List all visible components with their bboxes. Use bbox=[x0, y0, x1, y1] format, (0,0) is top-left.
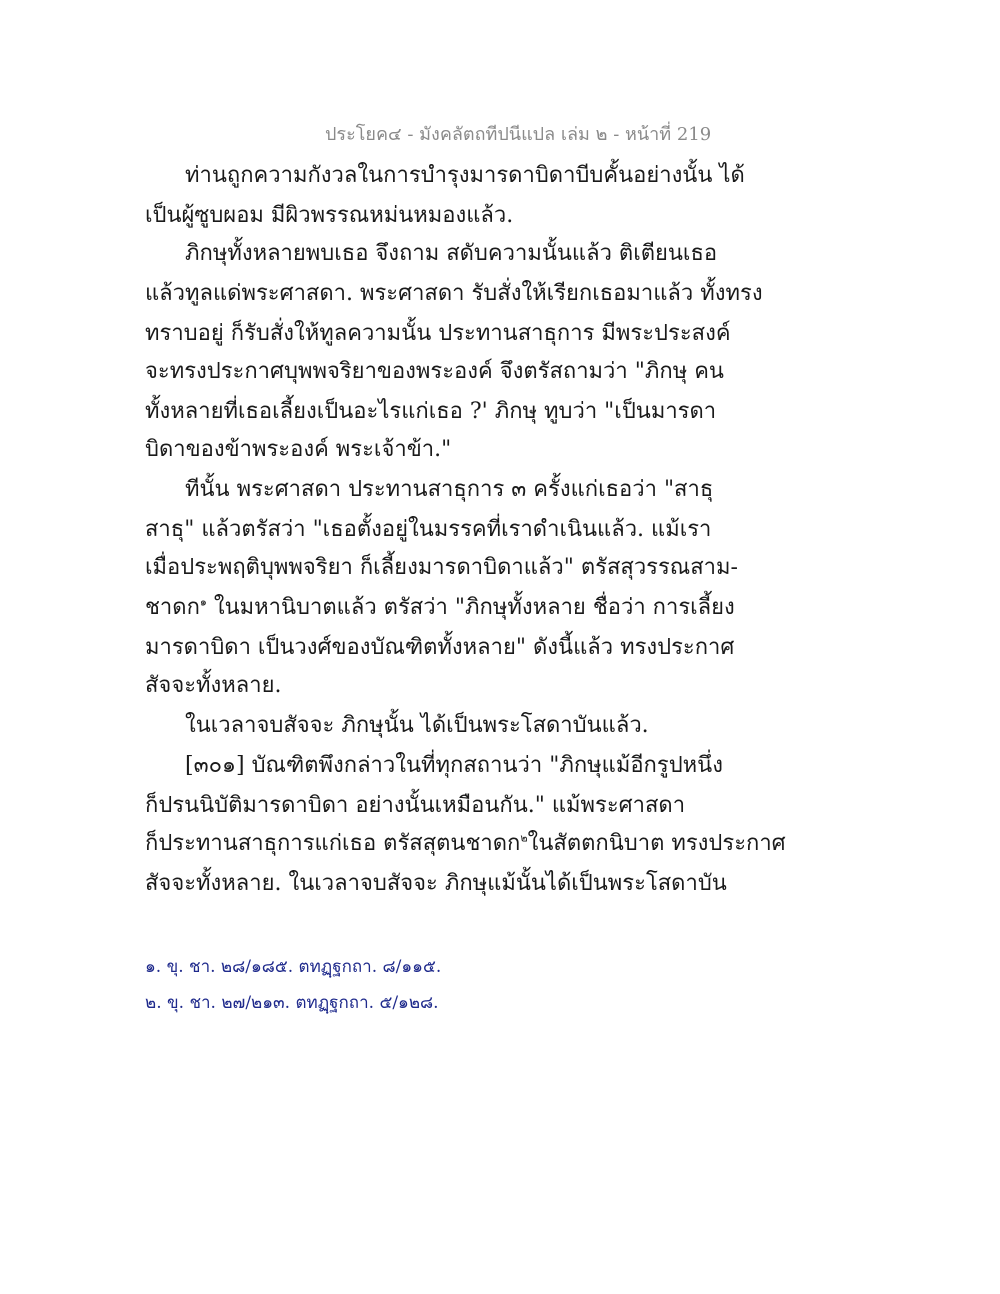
text-line: เมื่อประพฤติบุพพจริยา ก็เลี้ยงมารดาบิดาแล้ว" ตรัสสุวรรณสาม- bbox=[145, 555, 738, 580]
text-line: สัจจะทั้งหลาย. bbox=[145, 673, 282, 698]
text-line: ก็ปรนนิบัติมารดาบิดา อย่างนั้นเหมือนกัน." แม้พระศาสดา bbox=[145, 793, 686, 818]
text-line: สัจจะทั้งหลาย. ในเวลาจบสัจจะ ภิกษุแม้นั้นได้เป็นพระโสดาบัน bbox=[145, 871, 727, 896]
text-segment: ในมหานิบาตแล้ว ตรัสว่า "ภิกษุทั้งหลาย ชื่อว่า การเลี้ยง bbox=[206, 595, 735, 620]
text-line: สาธุ" แล้วตรัสว่า "เธอตั้งอยู่ในมรรคที่เราดำเนินแล้ว. แม้เรา bbox=[145, 517, 712, 542]
text-line: เป็นผู้ซูบผอม มีผิวพรรณหม่นหมองแล้ว. bbox=[145, 203, 514, 228]
text-line bbox=[145, 590, 865, 626]
text-line: บิดาของข้าพระองค์ พระเจ้าข้า." bbox=[145, 437, 452, 462]
text-line bbox=[145, 826, 865, 862]
text-line: จะทรงประกาศบุพพจริยาของพระองค์ จึงตรัสถามว่า "ภิกษุ คน bbox=[145, 359, 724, 384]
text-segment: ก็ประทานสาธุการแก่เธอ ตรัสสุตนชาดก bbox=[145, 831, 521, 856]
text-segment: ชาดก bbox=[145, 595, 200, 620]
text-line: แล้วทูลแด่พระศาสดา. พระศาสดา รับสั่งให้เรียกเธอมาแล้ว ทั้งทรง bbox=[145, 281, 763, 306]
text-segment: ในสัตตกนิบาต ทรงประกาศ bbox=[527, 831, 786, 856]
page-header: ประโยค๔ - มังคลัตถทีปนีแปล เล่ม ๒ - หน้าที่ 219 bbox=[325, 124, 712, 145]
text-line: ในเวลาจบสัจจะ ภิกษุนั้น ได้เป็นพระโสดาบันแล้ว. bbox=[185, 713, 649, 738]
text-line: ภิกษุทั้งหลายพบเธอ จึงถาม สดับความนั้นแล้ว ติเตียนเธอ bbox=[185, 241, 718, 266]
footnote-mark: ๑ bbox=[199, 595, 207, 609]
text-line: ทั้งหลายที่เธอเลี้ยงเป็นอะไรแก่เธอ ?' ภิกษุ ทูบว่า "เป็นมารดา bbox=[145, 399, 717, 424]
footnote-mark: ๒ bbox=[520, 831, 528, 845]
text-line: [๓๐๑] บัณฑิตพึงกล่าวในที่ทุกสถานว่า "ภิกษุแม้อีกรูปหนึ่ง bbox=[185, 753, 723, 778]
text-line: ทีนั้น พระศาสดา ประทานสาธุการ ๓ ครั้งแก่เธอว่า "สาธุ bbox=[185, 477, 714, 502]
text-line: มารดาบิดา เป็นวงศ์ของบัณฑิตทั้งหลาย" ดังนี้แล้ว ทรงประกาศ bbox=[145, 635, 735, 660]
footnote: ๒. ขุ. ชา. ๒๗/๒๑๓. ตทฏฺฐกถา. ๕/๑๒๘. bbox=[145, 993, 439, 1013]
text-line: ทราบอยู่ ก็รับสั่งให้ทูลความนั้น ประทานสาธุการ มีพระประสงค์ bbox=[145, 321, 731, 346]
footnote: ๑. ขุ. ชา. ๒๘/๑๘๕. ตทฏฺฐกถา. ๘/๑๑๕. bbox=[145, 957, 442, 977]
text-line: ท่านถูกความกังวลในการบำรุงมารดาบิดาบีบคั้นอย่างนั้น ได้ bbox=[185, 163, 745, 188]
